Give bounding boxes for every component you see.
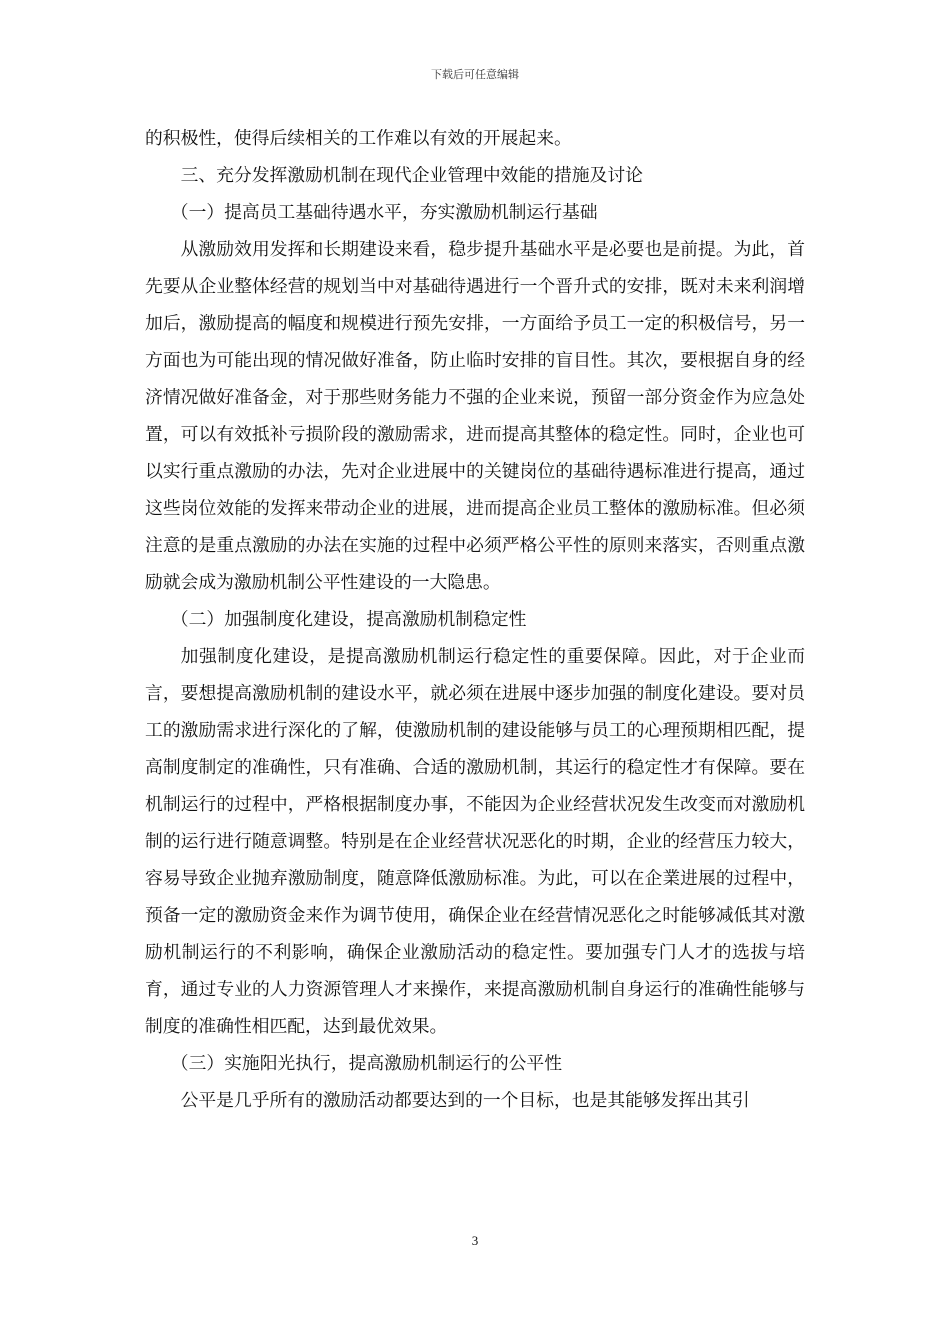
subsection-heading-3: （三）实施阳光执行，提高激励机制运行的公平性 (170, 1053, 562, 1074)
paragraph-3: 公平是几乎所有的激励活动都要达到的一个目标，也是其能够发挥出其引 (180, 1090, 750, 1111)
subsection-heading-1: （一）提高员工基础待遇水平，夯实激励机制运行基础 (170, 202, 598, 223)
page-header: 下载后可任意编辑 (431, 68, 519, 81)
paragraph-2: 加强制度化建设，是提高激励机制运行稳定性的重要保障。因此，对于企业而言，要想提高激励机制的建设水平，就必须在进展中逐步加强的制度化建设。要对员工的激励需求进行深化的了解，使激励机制的建设能够与员工的心理预期相匹配，提高制度制定的准确性，只有准确、合适的激励机制，其运行的稳定性才有保障。要在机制运行的过程中，严格根据制度办事，不能因为企业经营状况发生改变而对激励机制的运行进行随意调整。特别是在企业经营状况恶化的时期，企业的经营压力较大，容易导致企业抛弃激励制度，随意降低激励标准。为此，可以在企業进展的过程中，预备一定的激励资金来作为调节使用，确保企业在经营情况恶化之时能够减低其对激励机制运行的不利影响，确保企业激励活动的稳定性。要加强专门人才的选拔与培育，通过专业的人力资源管理人才来操作，来提高激励机制自身运行的准确性能够与制度的准确性相匹配，达到最优效果。 (145, 646, 805, 1037)
page-number: 3 (471, 1233, 479, 1248)
paragraph-continuation: 的积极性，使得后续相关的工作难以有效的开展起来。 (145, 128, 572, 149)
paragraph-1: 从激励效用发挥和长期建设来看，稳步提升基础水平是必要也是前提。为此，首先要从企业整体经营的规划当中对基础待遇进行一个晋升式的安排，既对未来利润增加后，激励提高的幅度和规模进行预先安排，一方面给予员工一定的积极信号，另一方面也为可能出现的情况做好准备，防止临时安排的盲目性。其次，要根据自身的经济情况做好准备金，对于那些财务能力不强的企业来说，预留一部分资金作为应急处置，可以有效抵补亏损阶段的激励需求，进而提高其整体的稳定性。同时，企业也可以实行重点激励的办法，先对企业进展中的关键岗位的基础待遇标准进行提高，通过这些岗位效能的发挥来带动企业的进展，进而提高企业员工整体的激励标准。但必须注意的是重点激励的办法在实施的过程中必须严格公平性的原则来落实，否则重点激励就会成为激励机制公平性建设的一大隐患。 (145, 239, 805, 593)
section-heading: 三、充分发挥激励机制在现代企业管理中效能的措施及讨论 (180, 165, 643, 186)
subsection-heading-2: （二）加强制度化建设，提高激励机制稳定性 (170, 609, 527, 630)
body-text (145, 120, 805, 1119)
